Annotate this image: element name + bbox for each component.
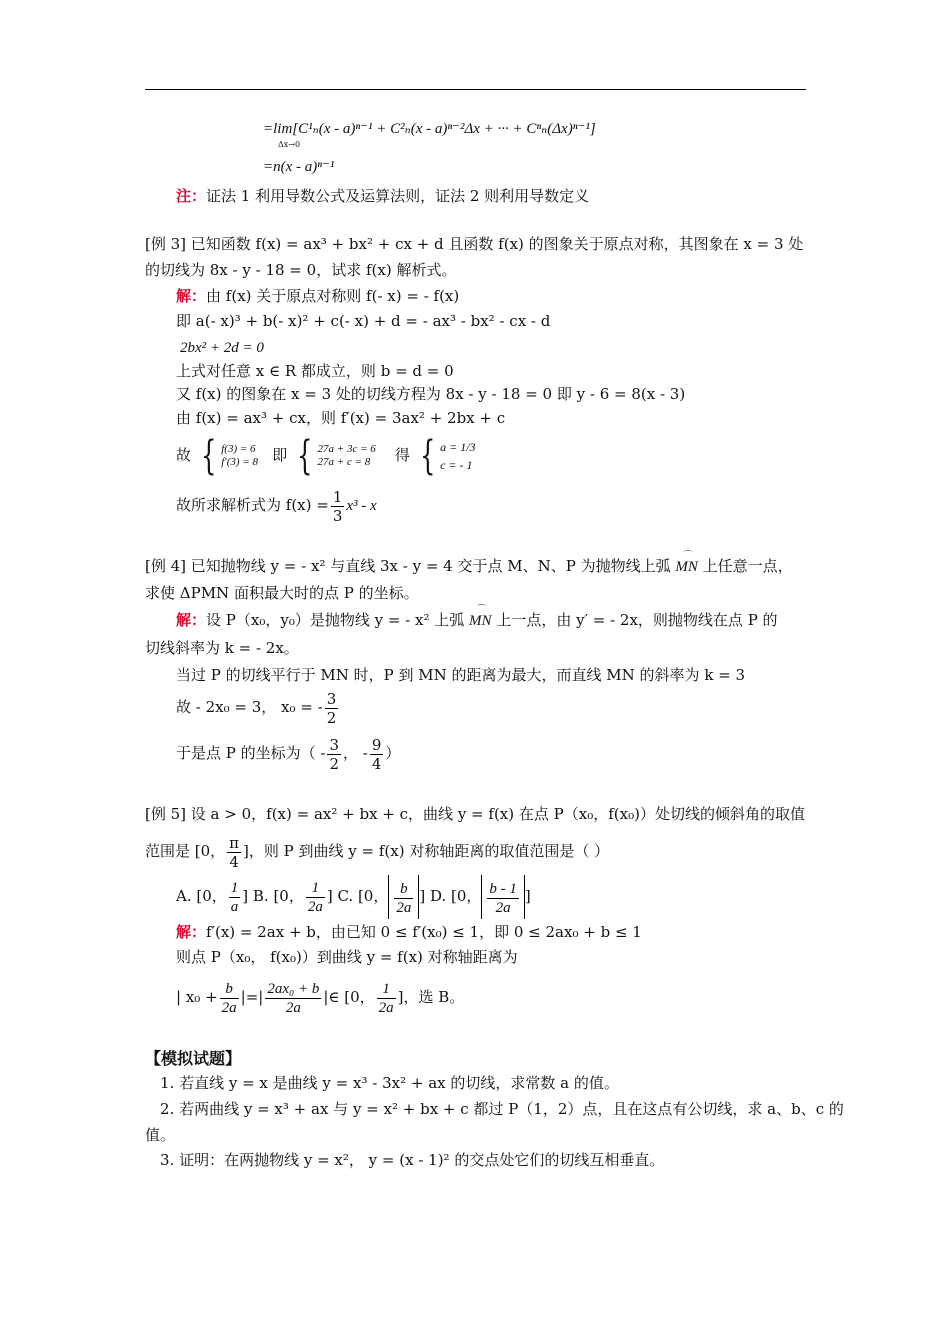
ex5-sol-1: 解：f′(x) = 2ax + b，由已知 0 ≤ f′(x₀) ≤ 1，即 0 ≤ 2ax₀ + b ≤ 1 bbox=[176, 923, 642, 941]
ex3-sol-2: 即 a(- x)³ + b(- x)² + c(- x) + d = - ax³ - bx² - cx - d bbox=[176, 312, 551, 330]
ex4-sol-1: 解：设 P（x₀，y₀）是抛物线 y = - x² 上弧 ⌒ MN 上一点，由 y′ = - 2x，则抛物线在点 P 的 bbox=[176, 609, 778, 632]
question-1: 1. 若直线 y = x 是曲线 y = x³ - 3x² + ax 的切线，求常数 a 的值。 bbox=[160, 1074, 619, 1092]
option-a: A. [0， bbox=[176, 887, 227, 905]
ex4-sol-2: 切线斜率为 k = - 2x。 bbox=[145, 639, 299, 657]
solution-label: 解： bbox=[176, 287, 207, 305]
note bbox=[176, 185, 589, 207]
option-b: ] B. [0， bbox=[242, 887, 304, 905]
brace-1: { bbox=[200, 433, 217, 479]
ex5-sol-2: 则点 P（x₀， f(x₀)）到曲线 y = f(x) 对称轴距离为 bbox=[176, 948, 518, 966]
option-d: ] D. [0， bbox=[419, 887, 482, 905]
option-c: ] C. [0， bbox=[326, 887, 389, 905]
limit-subscript: Δx→0 bbox=[278, 140, 301, 149]
brace-3: { bbox=[419, 433, 436, 479]
ex5-sol-3: | x₀ + $\frac{b}{2a}$ |=| $\frac{\text{2ax₀ + b}}{2a}$ |∈ [0， $\frac{1}{2a}$ ]，选 B。 bbox=[176, 980, 465, 1016]
ex4-line-2: 求使 ΔPMN 面积最大时的点 P 的坐标。 bbox=[145, 584, 419, 602]
brace-2: { bbox=[297, 433, 313, 479]
header-rule bbox=[145, 89, 806, 90]
ex3-line-1: [例 3] 已知函数 f(x) = ax³ + bx² + cx + d 且函数 f(x) 的图象关于原点对称，其图象在 x = 3 处 bbox=[145, 235, 804, 253]
ex5-options: A. [0， $\frac{1}{a}$ ] B. [0， $\frac{1}{2a}$ ] C. [0， $\frac{b}{2a}$ ] D. [0， $\frac{b - 1}{2a}$ ] bbox=[176, 874, 531, 919]
ex3-systems: 故 { f(3) = 6 f′(3) = 8 即 { 27a + 3c = 6 27a + c = 8 得 { a = 1/3 c = - 1 bbox=[176, 433, 476, 479]
ex5-line-2: 范围是 [0， $\frac{\pi}{4}$ ]，则 P 到曲线 y = f(x) 对称轴距离的取值范围是（ ） bbox=[145, 833, 610, 871]
ex3-line-2: 的切线为 8x - y - 18 = 0，试求 f(x) 解析式。 bbox=[145, 261, 457, 279]
sim-title: 【模拟试题】 bbox=[145, 1049, 242, 1068]
note-label: 注： bbox=[176, 187, 207, 205]
ex3-sol-4: 上式对任意 x ∈ R 都成立，则 b = d = 0 bbox=[176, 362, 454, 380]
ex4-sol-3: 当过 P 的切线平行于 MN 时，P 到 MN 的距离为最大，而直线 MN 的斜率为 k = 3 bbox=[176, 666, 746, 684]
ex4-line-1: [例 4] 已知抛物线 y = - x² 与直线 3x - y = 4 交于点 M、N、P 为抛物线上弧 ⌒ MN 上任意一点， bbox=[145, 555, 793, 578]
ex3-sol-1: 解：由 f(x) 关于原点对称则 f(- x) = - f(x) bbox=[176, 287, 460, 305]
ex3-final: 故所求解析式为 f(x) = $\frac{1}{3}$ x³ - x bbox=[176, 487, 377, 525]
system-3: a = 1/3 c = - 1 bbox=[440, 440, 476, 472]
ex3-sol-6: 由 f(x) = ax³ + cx，则 f′(x) = 3ax² + 2bx + c bbox=[176, 409, 506, 427]
question-2-line-2: 值。 bbox=[145, 1126, 176, 1144]
ex3-sol-5: 又 f(x) 的图象在 x = 3 处的切线方程为 8x - y - 18 = 0 即 y - 6 = 8(x - 3) bbox=[176, 385, 686, 403]
question-3: 3. 证明：在两抛物线 y = x²， y = (x - 1)² 的交点处它们的切线互相垂直。 bbox=[160, 1151, 665, 1169]
limit-line-1: =lim[C¹ₙ(x - a)ⁿ⁻¹ + C²ₙ(x - a)ⁿ⁻²Δx + ··· + Cⁿₙ(Δx)ⁿ⁻¹] bbox=[263, 121, 596, 137]
ex4-sol-5: 于是点 P 的坐标为（ - $\frac{3}{2}$ ， - $\frac{9}{4}$ ） bbox=[176, 735, 401, 773]
ex4-sol-4: 故 - 2x₀ = 3， x₀ = - $\frac{3}{2}$ bbox=[176, 689, 337, 727]
system-2: 27a + 3c = 6 27a + c = 8 bbox=[317, 443, 376, 468]
limit-line-2: =n(x - a)ⁿ⁻¹ bbox=[263, 159, 335, 175]
ex3-sol-3: 2bx² + 2d = 0 bbox=[180, 340, 264, 356]
note-text: 证法 1 利用导数公式及运算法则，证法 2 则利用导数定义 bbox=[206, 187, 590, 205]
question-2-line-1: 2. 若两曲线 y = x³ + ax 与 y = x² + bx + c 都过 P（1，2）点，且在这点有公切线，求 a、b、c 的 bbox=[160, 1100, 844, 1118]
system-1: f(3) = 6 f′(3) = 8 bbox=[221, 443, 258, 468]
ex5-line-1: [例 5] 设 a > 0，f(x) = ax² + bx + c，曲线 y = f(x) 在点 P（x₀，f(x₀)）处切线的倾斜角的取值 bbox=[145, 805, 805, 823]
